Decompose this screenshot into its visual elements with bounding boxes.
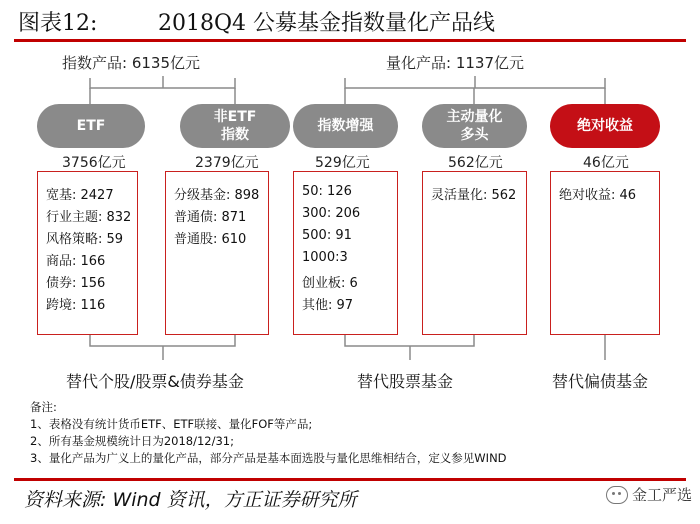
detail-item: 创业板: 6: [302, 276, 358, 291]
category-amount-non-etf-index: 2379亿元: [195, 155, 259, 171]
category-pill-etf: [37, 104, 145, 148]
substitute-label-right: 替代偏债基金: [552, 372, 649, 391]
substitute-label-left: 替代个股/股票&债券基金: [66, 372, 244, 391]
detail-item: 普通股: 610: [174, 232, 247, 247]
category-amount-active-quant: 562亿元: [448, 155, 503, 171]
category-label: 主动量化 多头: [446, 109, 503, 143]
substitute-label-middle: 替代股票基金: [357, 372, 454, 391]
sub-bracket-left: [90, 335, 235, 346]
watermark-text: 金工严选: [632, 486, 693, 504]
detail-item: 风格策略: 59: [46, 232, 124, 247]
group-label-quant: 量化产品: 1137亿元: [386, 54, 524, 72]
note-line: 备注:: [30, 400, 57, 414]
detail-item: 跨境: 116: [46, 298, 106, 313]
detail-item: 债券: 156: [46, 276, 106, 291]
chart-title: 2018Q4 公募基金指数量化产品线: [158, 11, 496, 36]
category-label: 非ETF 指数: [213, 109, 257, 143]
category-amount-index-enhanced: 529亿元: [315, 155, 370, 171]
detail-item: 50: 126: [302, 184, 352, 199]
note-line: 1、表格没有统计货币ETF、ETF联接、量化FOF等产品;: [30, 417, 313, 431]
detail-item: 500: 91: [302, 228, 352, 243]
category-label: ETF: [76, 118, 106, 134]
category-label: 绝对收益: [577, 118, 633, 134]
detail-item: 分级基金: 898: [174, 188, 260, 203]
source-text: 资料来源: Wind 资讯，方正证券研究所: [24, 489, 357, 511]
detail-item: 行业主题: 832: [46, 210, 132, 225]
detail-item: 宽基: 2427: [46, 188, 114, 203]
category-pill-absolute-return: [550, 104, 660, 148]
group-label-index: 指数产品: 6135亿元: [62, 54, 200, 72]
wechat-icon: [606, 486, 628, 504]
detail-item: 300: 206: [302, 206, 361, 221]
category-label: 指数增强: [317, 118, 374, 134]
detail-item: 其他: 97: [302, 298, 354, 313]
category-pill-non-etf-index: [180, 104, 290, 148]
detail-box-index-enhanced: [293, 171, 398, 335]
watermark-logo: [606, 484, 692, 505]
detail-box-non-etf-index: [165, 171, 269, 335]
category-pill-index-enhanced: [293, 104, 398, 148]
detail-item: 普通债: 871: [174, 210, 247, 225]
note-line: 2、所有基金规模统计日为2018/12/31;: [30, 434, 234, 448]
category-pill-active-quant: [422, 104, 527, 148]
footer-divider: [14, 478, 686, 481]
detail-box-active-quant: [422, 171, 527, 335]
detail-item: 绝对收益: 46: [559, 188, 637, 203]
figure-label: 图表12:: [18, 11, 98, 36]
detail-item: 灵活量化: 562: [431, 188, 517, 203]
category-amount-absolute-return: 46亿元: [583, 155, 629, 171]
sub-bracket-middle: [345, 335, 474, 346]
detail-box-etf: [37, 171, 138, 335]
detail-item: 1000:3: [302, 250, 348, 265]
detail-item: 商品: 166: [46, 254, 106, 269]
notes: [30, 399, 507, 467]
detail-box-absolute-return: [550, 171, 660, 335]
category-amount-etf: 3756亿元: [62, 155, 126, 171]
note-line: 3、量化产品为广义上的量化产品，部分产品是基本面选股与量化思维相结合，定义参见WIND: [30, 451, 507, 465]
